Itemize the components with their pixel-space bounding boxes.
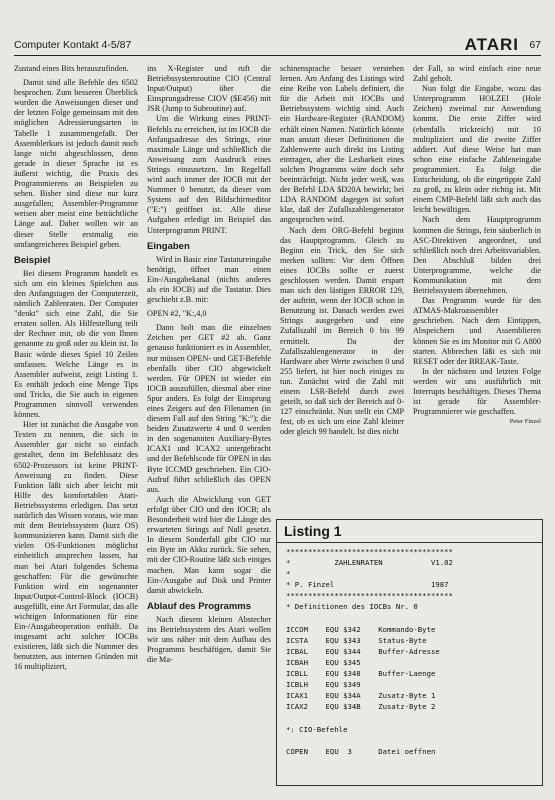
listing-title-rule [277, 542, 542, 543]
listing-line: * Definitionen des IOCBs Nr. 0 [286, 602, 418, 612]
listing-line: ICAX2 EQU $34B Zusatz-Byte 2 [286, 702, 436, 712]
listing-line [286, 712, 536, 723]
listing-line: * ZAHLENRATEN V1.02 [286, 558, 453, 568]
paragraph: Um die Wirkung eines PRINT-Befehls zu erreichen, ist im IOCB die Anfangsadresse des Strings, eine maximale Länge und schließlich die Anweisung zum Ausdruck eines Strings einzusetzen. Im Regelfall wird auch immer der IOCB mit der Nummer 0 benutzt, da dieser vom System auf den Bildschirmeditor ("E:") geöffnet ist. Alle diese Aufgaben erledigt im Beispiel das Unterprogramm PRINT. [147, 114, 271, 235]
listing-line: ICBAH EQU $345 [286, 657, 361, 667]
section-heading-beispiel: Beispiel [14, 254, 51, 266]
paragraph: Damit sind alle Befehle des 6502 besprochen. Zum besseren Überblick wurden die Anweisungen dieser und der letzten Folge gemeinsam mit den möglichen Adressierungsarten in Tabelle 1 zusammengefaßt. Der Assemblerkurs ist jedoch damit noch lange nicht abgeschlossen, denn gerade in dieser Sprache ist es äußerst wichtig, die Praxis des Programmierens an Beispielen zu sehen. Bisher sind diese nur kurz ausgefallen; Assembler-Programme weisen aber meist eine beträchtliche Länge auf. Daher wollen wir an dieser Stelle erstmalig ein umfangreicheres Beispiel geben. [14, 78, 138, 249]
text-column-2 [147, 64, 271, 665]
paragraph: Nach diesem kleinen Abstecher ins Betriebssystem des Atari wollen wir uns näher mit dem Aufbau des Programms beschäftigen, damit Sie die Ma- [147, 614, 271, 665]
text-column-3 [280, 64, 404, 437]
page-header [14, 32, 541, 54]
listing-line: ICBAL EQU $344 Buffer-Adresse [286, 646, 440, 656]
paragraph: Hier ist zunächst die Ausgabe von Texten zu nennen, die sich in Assembler gar nicht so einfach gestaltet, denn im Befehlssatz des 6502-Prozessors ist keine PRINT-Anweisung zu finden. Diese Funktion läßt sich aber leicht mit Hilfe des komfortablen Atari-Betriebssystems erledigen. Das setzt natürlich das Wissen voraus, wie man mit dem Betriebssystem (kurz OS) kommunizieren kann. Damit sich die vielen OS-Funktionen möglichst einheitlich ansprechen lassen, hat man bei Atari folgendes Schema geschaffen: Für die gewünschte Funktion wird ein sogenannter Input/Output-Control-Block (IOCB) ausgefüllt, eine Art Formular, das alle wichtigen Informationen für eine Ein-/Ausgabeoperation enthält. Da insgesamt acht solcher IOCBs existieren, läßt sich die Nummer des benutzten, aus internen Gründen mit 16 multipliziert, [14, 420, 138, 672]
paragraph: schinensprache besser verstehen lernen. Am Anfang des Listings wird eine Reihe von Labels definiert, die für die Arbeit mit IOCBs und Betriebssystem wichtig sind. Auch ein Hardware-Register (RANDOM) erhält einen Namen. Natürlich könnte man anstatt dieser Definitionen die Zahlenwerte auch direkt ins Listing eintragen, aber die Lesbarkeit eines solchen Programms wäre doch sehr beeinträchtigt. Nicht jeder weiß, was der Befehl LDA $D20A bewirkt; bei LDA RANDOM dagegen ist sofort klar, daß der Zufallszahlengenerator angesprochen wird. [280, 64, 404, 225]
paragraph: Nach dem Hauptprogramm kommen die Strings, fein säuberlich in ASC-Direktiven angeordnet, und schließlich noch drei Arbeitsvariablen. Den Abschluß bilden drei Unterprogramme, welche die Kommunikation mit dem Betriebssystem übernehmen. [413, 215, 541, 296]
listing-line: *: CIO-Befehle [286, 724, 348, 734]
listing-title: Listing 1 [284, 523, 342, 539]
header-rule [14, 55, 541, 56]
listing-line: ICCOM EQU $342 Kommando-Byte [286, 624, 436, 634]
magazine-issue: Computer Kontakt 4-5/87 [14, 39, 132, 51]
paragraph: Nun folgt die Eingabe, wozu das Unterprogramm HOLZEI (Hole Zeichen) zweimal zur Anwendung kommt. Die erste Ziffer wird (ebenfalls trickreich) mit 10 multipliziert und die zweite Ziffer addiert. Auf diese Weise hat man schon eine einfache Zahleneingabe programmiert. Es folgt die Entscheidung, ob die eingetippte Zahl zu groß, zu klein oder richtig ist. Mit einem CMP-Befehl läßt sich auch das leicht bewältigen. [413, 84, 541, 215]
paragraph: Das Programm wurde für den ATMAS-Makroassembler geschrieben. Nach dem Eintippen, Abspeichern und Assemblieren können Sie es im Monitor mit G A800 starten. Abbrechen läßt es sich mit RESET oder der BREAK-Taste. [413, 296, 541, 366]
paragraph: Bei diesem Programm handelt es sich um ein kleines Spielchen aus den Anfangstagen der Computerzeit, nämlich Zahlenraten. Der Computer "denkt" sich eine Zahl, die Sie erraten sollen. Als Hilfestellung teilt der Rechner mit, ob die von Ihnen genannte zu groß oder zu klein ist. In Basic würde dieses Spiel 10 Zeilen umfassen. Welche Länge es in Assembler aufweist, zeigt Listing 1. Es enthält jedoch eine Menge Tips und Tricks, die Sie auch in eigenen Programmen sinnvoll verwenden können. [14, 268, 138, 420]
brand-logo: ATARI [464, 35, 519, 54]
listing-line: COPEN EQU 3 Datei oeffnen [286, 746, 436, 756]
listing-line [286, 735, 536, 746]
listing-line: ICBLL EQU $348 Buffer-Laenge [286, 669, 436, 679]
listing-line: ICSTA EQU $343 Status-Byte [286, 635, 427, 645]
author-signature: Peter Finzel [509, 418, 541, 426]
page-number: 67 [529, 39, 541, 51]
text-column-1 [14, 64, 138, 673]
paragraph: In der nächsten und letzten Folge werden wir uns ausführlich mit Interrupts beschäftigen. Dieses Thema ist gerade für Assembler-Programmierer wie geschaffen. [413, 366, 541, 417]
paragraph: Dann holt man die einzelnen Zeichen per GET #2 ab. Ganz genauso funktioniert es in Assembler, nur müssen OPEN- und GET-Befehle ebenfalls über CIO abgewickelt werden. Für OPEN ist wieder ein IOCB auszufüllen, diesmal aber eine Spur anders. Es folgt der Einsprung eines Zeigers auf den Filenamen (in diesem Fall auf den String "K:"); die beiden Zusatzwerte 4 und 0 werden in den sogenannten Auxiliary-Bytes ICAX1 und ICAX2 untergebracht und der Befehlscode für OPEN in das Byte ICCMD geschrieben. Ein CIO-Aufruf führt schließlich das OPEN aus. [147, 323, 271, 494]
paragraph: der Fall, so wird einfach eine neue Zahl geholt. [413, 64, 541, 84]
section-heading-eingaben: Eingaben [147, 240, 190, 252]
listing-line: * [286, 569, 291, 579]
listing-line: ICBLH EQU $349 [286, 680, 361, 690]
paragraph: ins X-Register und ruft die Betriebssystemroutine CIO (Central Input/Output) über die Einsprungadresse CIOV ($E456) mit JSR (Jump to Subroutine) auf. [147, 64, 271, 114]
paragraph: Auch die Abwicklung von GET erfolgt über CIO und den IOCB; als Besonderheit wird hier die Länge des erwarteten Strings auf Null gesetzt. In diesem Sonderfall gibt CIO nur ein Byte im Akku zurück. Sie sehen, mit der CIO-Routine läßt sich einiges machen. Man kann sogar die Ein-/Ausgabe auf Disk und Printer damit abwickeln. [147, 494, 271, 595]
listing-line: * P. Finzel 1987 [286, 580, 449, 590]
listing-line: ************************************** [286, 591, 453, 601]
paragraph: Nach dem ORG-Befehl beginnt das Hauptprogramm. Gleich zu Beginn ein Trick, den Sie sich merken sollten: Vor dem Öffnen eines IOCBs sollte er zuerst geschlossen werden. Damit erspart man sich den lästigen ERROR 129, der auftritt, wenn der IOCB schon in Benutzung ist. Danach werden zwei Strings ausgegeben und eine Zufallszahl im Bereich 0 bis 99 ermittelt. Da der Zufallszahlengenerator in der Hardware aber Werte zwischen 0 und 255 liefert, ist hier noch einiges zu tun. Zunächst wird die Zahl mit einem LSR-Befehl durch zwei geteilt, so daß sich der Bereich auf 0-127 einschränkt. Nun stellt ein CMP fest, ob es sich um eine Zahl kleiner oder gleich 99 handelt. Ist dies nicht [280, 225, 404, 437]
listing-code [286, 546, 536, 757]
listing-line: ICAX1 EQU $34A Zusatz-Byte 1 [286, 691, 436, 701]
listing-line: ************************************** [286, 547, 453, 556]
code-listing-box [276, 519, 543, 786]
paragraph: Zustand eines Bits herauszufinden. [14, 64, 129, 73]
section-heading-ablauf: Ablauf des Programms [147, 600, 251, 612]
listing-line [286, 613, 536, 624]
paragraph: Wird in Basic eine Tastatureingabe benötigt, öffnet man einen Ein-/Ausgabekanal (nichts anderes als ein IOCB) auf die Tastatur. Dies geschieht z.B. mit: [147, 254, 271, 305]
text-column-4 [413, 64, 541, 427]
code-snippet: OPEN #2, "K:,4,0 [147, 309, 207, 319]
